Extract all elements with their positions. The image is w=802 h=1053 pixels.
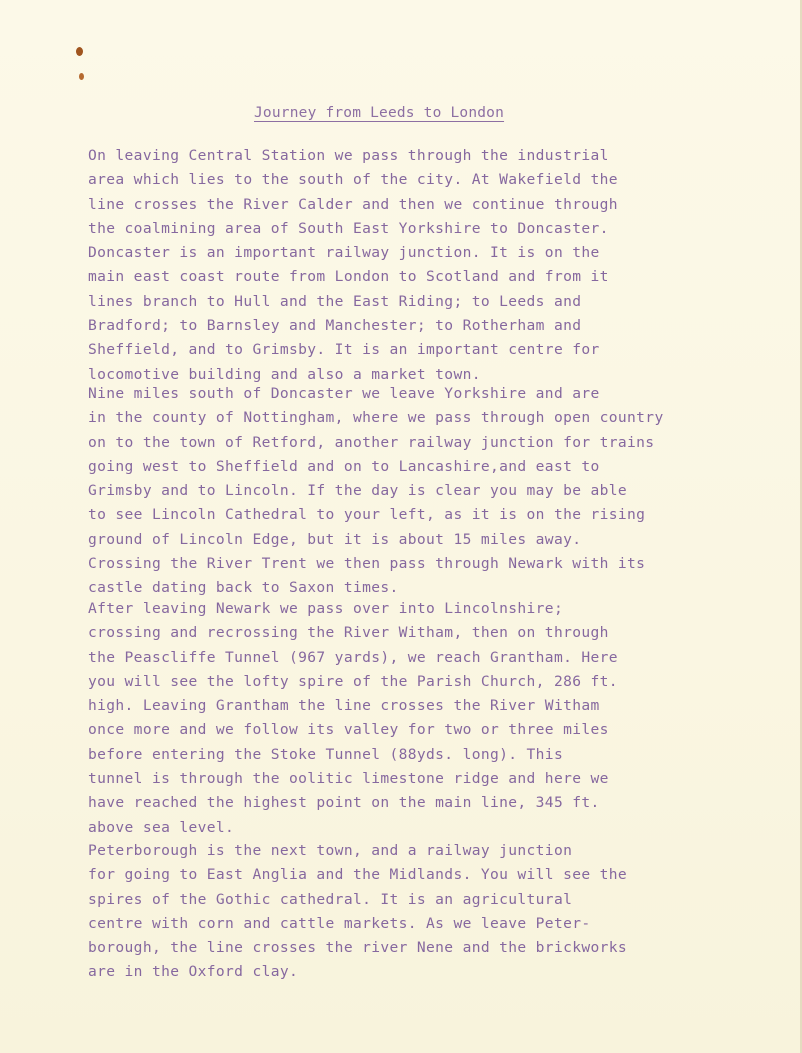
text-line: spires of the Gothic cathedral. It is an agricultural [88, 890, 573, 908]
text-line: for going to East Anglia and the Midlands. You will see the [88, 866, 628, 884]
text-line: the coalmining area of South East Yorkshire to Doncaster. [88, 219, 609, 237]
paragraph-4 [88, 839, 627, 985]
paragraph-3 [88, 597, 618, 840]
text-line: to see Lincoln Cathedral to your left, as it is on the rising [88, 506, 646, 524]
text-line: you will see the lofty spire of the Parish Church, 286 ft. [88, 672, 618, 690]
punch-hole-mark [79, 73, 84, 80]
text-line: Doncaster is an important railway junction. It is on the [88, 244, 600, 262]
text-line: going west to Sheffield and on to Lancashire,and east to [88, 457, 600, 475]
text-line: in the county of Nottingham, where we pass through open country [88, 409, 664, 427]
text-line: high. Leaving Grantham the line crosses the River Witham [88, 697, 600, 715]
text-line: line crosses the River Calder and then we continue through [88, 195, 618, 213]
text-line: on to the town of Retford, another railway junction for trains [88, 433, 655, 451]
text-line: locomotive building and also a market town. [88, 365, 481, 383]
text-line: have reached the highest point on the main line, 345 ft. [88, 794, 600, 812]
text-line: ground of Lincoln Edge, but it is about 15 miles away. [88, 530, 582, 548]
text-line: Sheffield, and to Grimsby. It is an important centre for [88, 341, 600, 359]
text-line: once more and we follow its valley for two or three miles [88, 721, 609, 739]
text-line: are in the Oxford clay. [88, 963, 299, 981]
text-line: the Peascliffe Tunnel (967 yards), we reach Grantham. Here [88, 648, 618, 666]
page-title: Journey from Leeds to London [254, 105, 505, 121]
text-line: tunnel is through the oolitic limestone ridge and here we [88, 770, 609, 788]
text-line: Peterborough is the next town, and a railway junction [88, 842, 573, 859]
text-line: On leaving Central Station we pass through the industrial [88, 147, 609, 164]
text-line: before entering the Stoke Tunnel (88yds. long). This [88, 745, 564, 763]
text-line: Nine miles south of Doncaster we leave Yorkshire and are [88, 385, 600, 402]
text-line: Crossing the River Trent we then pass through Newark with its [88, 555, 646, 573]
text-line: lines branch to Hull and the East Riding; to Leeds and [88, 292, 582, 310]
paragraph-1 [88, 144, 618, 387]
text-line: centre with corn and cattle markets. As we leave Peter- [88, 914, 591, 932]
text-line: above sea level. [88, 818, 235, 836]
text-line: castle dating back to Saxon times. [88, 579, 399, 597]
paragraph-2 [88, 382, 664, 601]
text-line: After leaving Newark we pass over into Lincolnshire; [88, 600, 564, 617]
text-line: borough, the line crosses the river Nene and the brickworks [88, 939, 628, 957]
punch-hole-mark [76, 47, 83, 56]
text-line: crossing and recrossing the River Witham, then on through [88, 624, 609, 642]
text-line: Bradford; to Barnsley and Manchester; to Rotherham and [88, 317, 582, 335]
text-line: main east coast route from London to Scotland and from it [88, 268, 609, 286]
text-line: Grimsby and to Lincoln. If the day is clear you may be able [88, 482, 628, 500]
text-line: area which lies to the south of the city. At Wakefield the [88, 171, 618, 189]
